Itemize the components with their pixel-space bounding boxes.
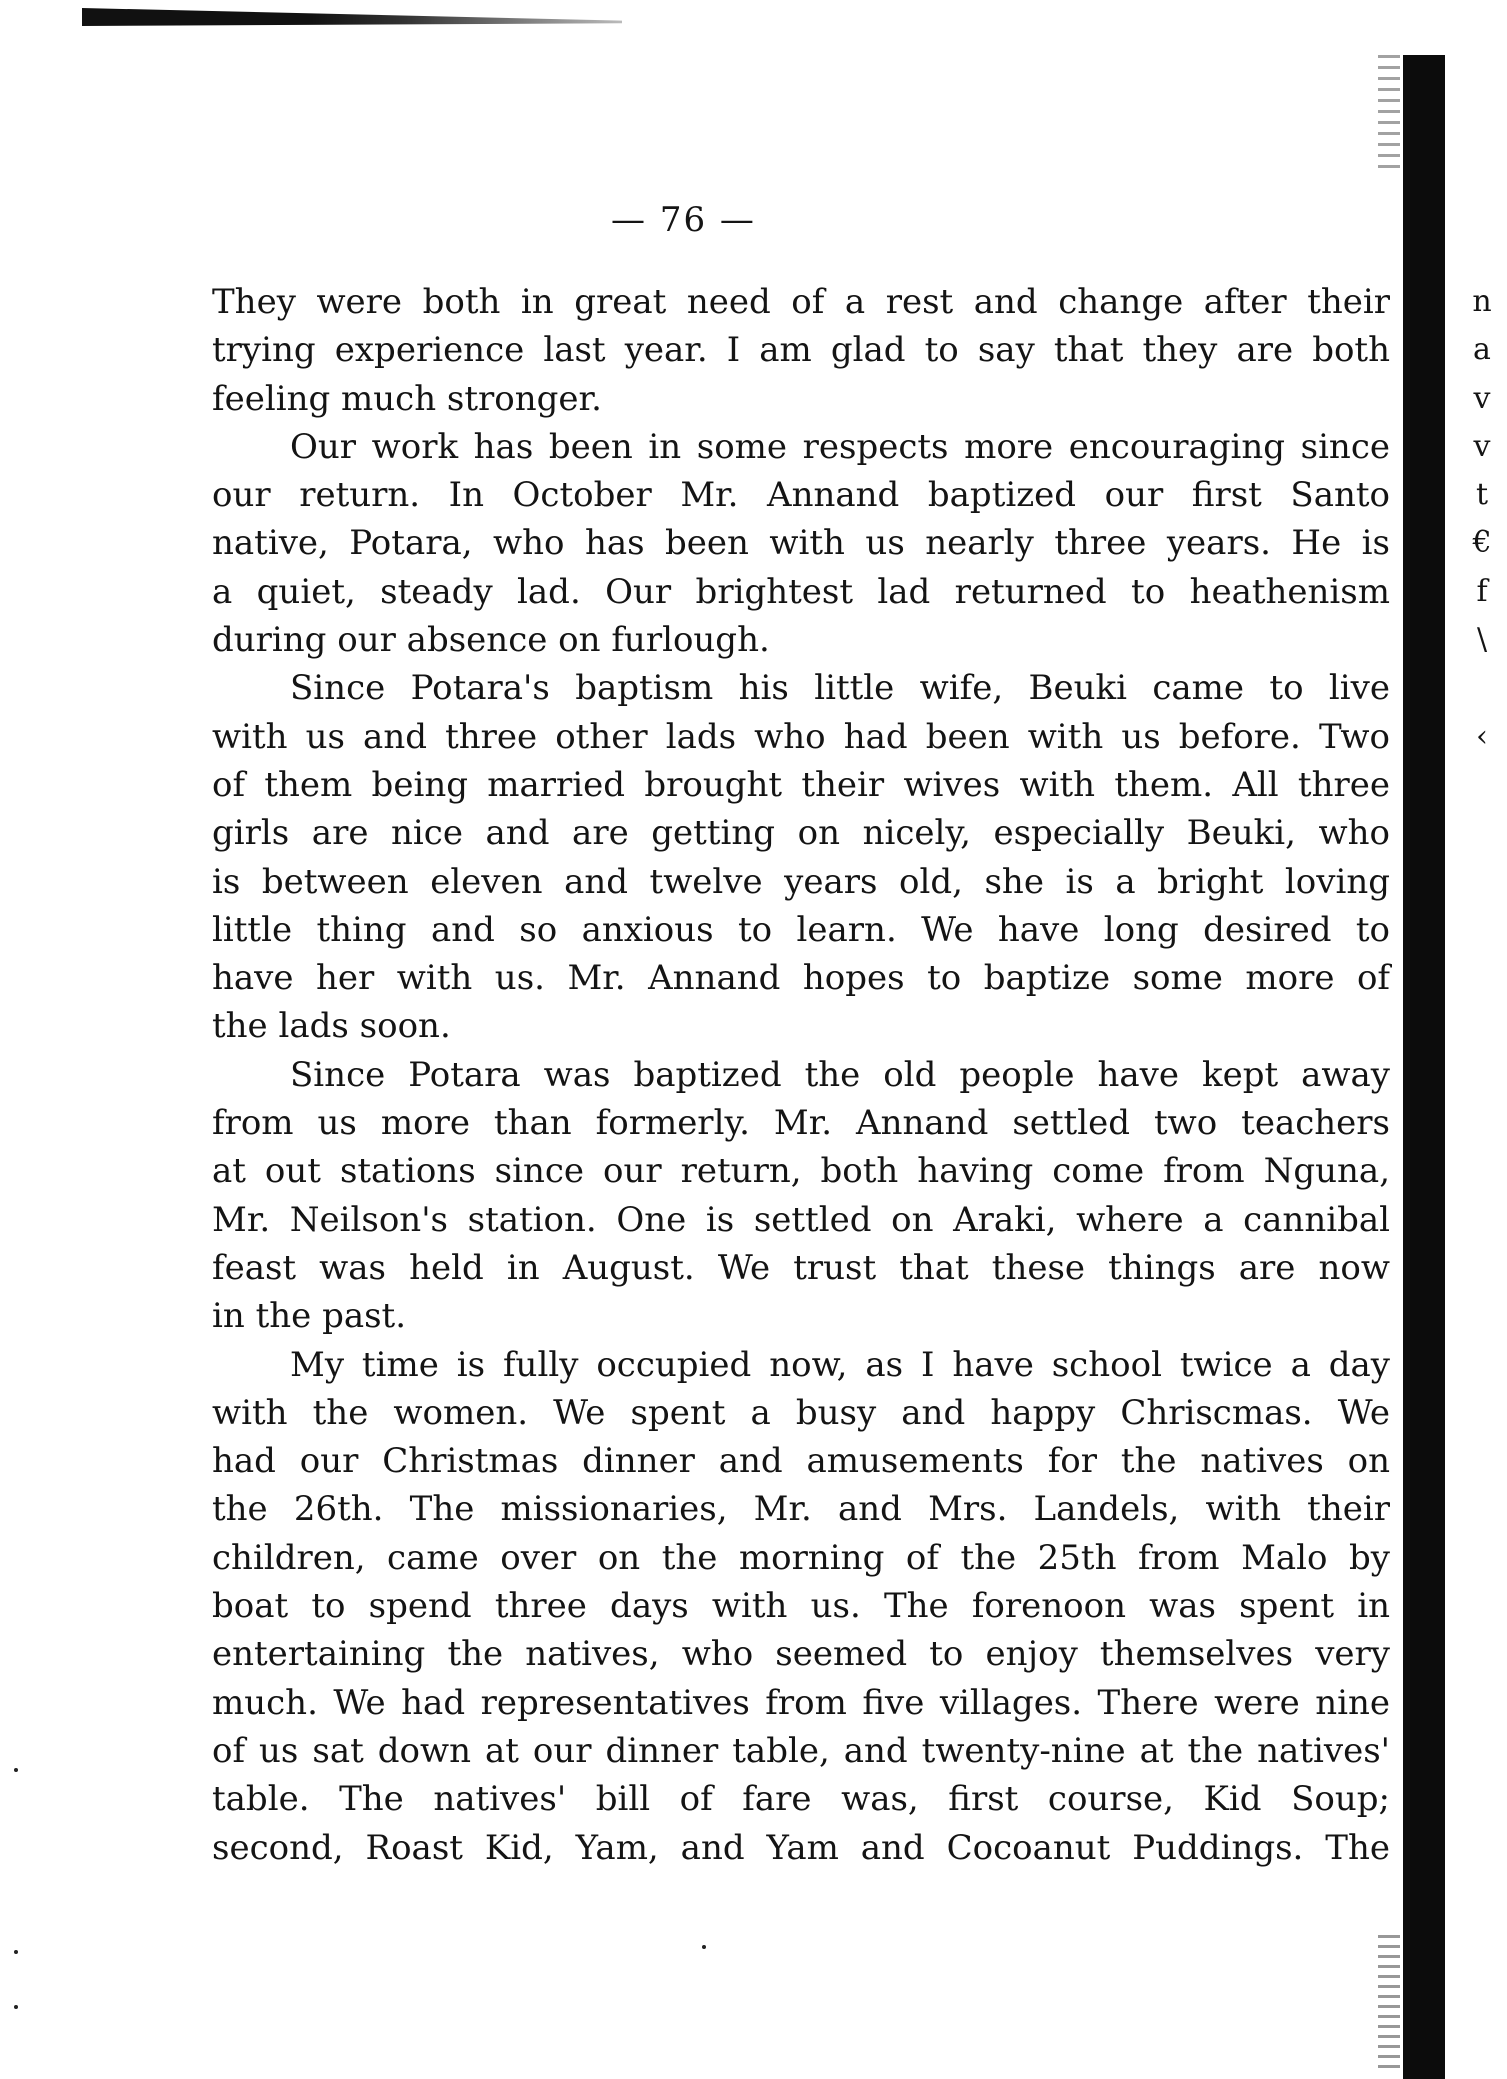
margin-fragment: € — [1472, 525, 1492, 561]
margin-fragment: t — [1475, 477, 1489, 513]
ink-speck — [14, 1950, 18, 1954]
text-line: feast was held in August. We trust that these things are now — [212, 1247, 1390, 1288]
margin-fragment: a — [1473, 332, 1491, 368]
text-line: have her with us. Mr. Annand hopes to baptize some more of — [212, 958, 1390, 999]
text-line: boat to spend three days with us. The forenoon was spent in — [212, 1586, 1390, 1627]
text-line: with us and three other lads who had been with us before. Two — [212, 716, 1390, 757]
spine-speckle-top — [1378, 55, 1400, 175]
margin-fragment: v — [1473, 380, 1491, 416]
margin-fragment: f — [1476, 573, 1488, 609]
text-line: the 26th. The missionaries, Mr. and Mrs. Landels, with their — [212, 1489, 1390, 1530]
text-line: our return. In October Mr. Annand baptized our first Santo — [212, 475, 1390, 516]
ink-speck — [702, 1945, 706, 1949]
text-line: Since Potara's baptism his little wife, Beuki came to live — [290, 668, 1390, 709]
text-line: of them being married brought their wives with them. All three — [212, 764, 1390, 805]
text-line: with the women. We spent a busy and happy Chriscmas. We — [212, 1392, 1390, 1433]
text-line: a quiet, steady lad. Our brightest lad returned to heathenism — [212, 571, 1390, 612]
text-line: My time is fully occupied now, as I have school twice a day — [290, 1344, 1390, 1385]
margin-fragment: \ — [1476, 622, 1488, 658]
text-line: the lads soon. — [212, 1006, 451, 1047]
facing-page-fragments — [1462, 278, 1502, 761]
text-line: trying experience last year. I am glad to say that they are both — [212, 330, 1390, 371]
text-line: much. We had representatives from five villages. There were nine — [212, 1682, 1390, 1723]
text-line: entertaining the natives, who seemed to enjoy themselves very — [212, 1634, 1390, 1675]
text-line: during our absence on furlough. — [212, 620, 770, 661]
text-line: Since Potara was baptized the old people have kept away — [290, 1054, 1390, 1095]
top-rule — [82, 8, 622, 26]
text-line: children, came over on the morning of the 25th from Malo by — [212, 1537, 1390, 1578]
text-line: They were both in great need of a rest and change after their — [212, 282, 1390, 322]
spine-speckle-bottom — [1378, 1935, 1400, 2075]
text-line: of us sat down at our dinner table, and twenty-nine at the natives' — [212, 1730, 1390, 1771]
margin-fragment: v — [1473, 428, 1491, 464]
text-line: Mr. Neilson's station. One is settled on Araki, where a cannibal — [212, 1199, 1390, 1240]
text-line: feeling much stronger. — [212, 378, 602, 419]
text-line: second, Roast Kid, Yam, and Yam and Cocoanut Puddings. The — [212, 1827, 1390, 1868]
text-line: is between eleven and twelve years old, she is a bright loving — [212, 861, 1390, 902]
book-spine-shadow — [1403, 55, 1445, 2079]
margin-fragment: n — [1472, 284, 1492, 319]
margin-fragment: ‹ — [1476, 718, 1488, 754]
page-number: — 76 — — [611, 200, 756, 240]
text-line: at out stations since our return, both having come from Nguna, — [212, 1151, 1390, 1192]
text-line: girls are nice and are getting on nicely, especially Beuki, who — [212, 813, 1390, 854]
ink-speck — [14, 2005, 18, 2009]
text-line: Our work has been in some respects more encouraging since — [290, 426, 1390, 467]
body-text — [212, 278, 1390, 1872]
ink-speck — [14, 1768, 18, 1772]
text-line: native, Potara, who has been with us nearly three years. He is — [212, 523, 1390, 564]
text-line: had our Christmas dinner and amusements for the natives on — [212, 1441, 1390, 1482]
text-line: from us more than formerly. Mr. Annand settled two teachers — [212, 1103, 1390, 1144]
text-line: in the past. — [212, 1296, 407, 1337]
text-line: little thing and so anxious to learn. We have long desired to — [212, 909, 1390, 950]
text-line: table. The natives' bill of fare was, first course, Kid Soup; — [212, 1779, 1390, 1820]
